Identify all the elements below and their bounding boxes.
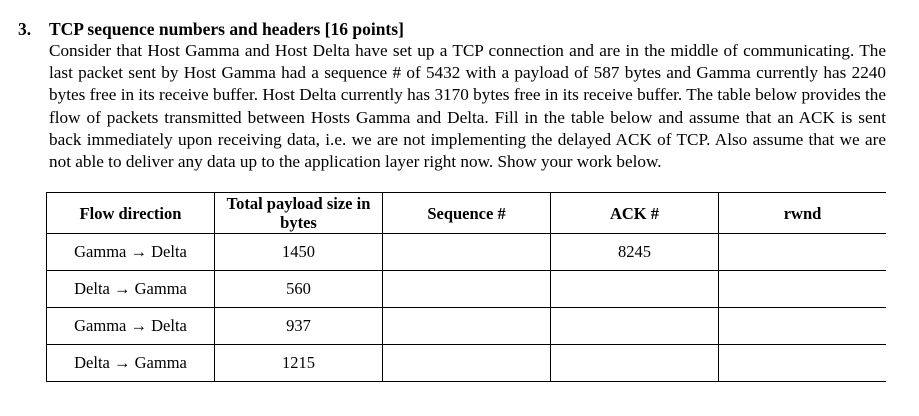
cell-sequence[interactable] [383,345,551,382]
cell-ack[interactable] [551,308,719,345]
header-ack: ACK # [551,193,719,234]
table-row [47,234,887,271]
header-payload-size: Total payload size in bytes [215,193,383,234]
packet-table-container [46,192,886,416]
question-heading [18,18,898,40]
table-row [47,271,887,308]
cell-sequence[interactable] [383,308,551,345]
cell-flow: Delta → Gamma [47,271,215,308]
cell-flow: Delta → Gamma [47,345,215,382]
header-flow-direction: Flow direction [47,193,215,234]
cell-payload: 560 [215,271,383,308]
cell-payload: 937 [215,308,383,345]
question-block [18,18,898,173]
cell-flow: Gamma → Delta [47,234,215,271]
table-row [47,308,887,345]
question-body: Consider that Host Gamma and Host Delta have set up a TCP connection and are in the middle of communicating. The last packet sent by Host Gamma had a sequence # of 5432 with a payload of 587 bytes and Gamma currently has 2240 bytes free in its receive buffer. Host Delta currently has 3170 bytes free in its receive buffer. The table below provides the flow of packets transmitted between Hosts Gamma and Delta. Fill in the table below and assume that an ACK is sent back immediately upon receiving data, i.e. we are not implementing the delayed ACK of TCP. Also assume that we are not able to deliver any data up to the application layer right now. Show your work below. [49,41,886,172]
header-rwnd: rwnd [719,193,887,234]
table-header-row [47,193,887,234]
cell-sequence[interactable] [383,271,551,308]
cell-rwnd[interactable] [719,345,887,382]
cell-flow: Gamma → Delta [47,308,215,345]
table-row [47,345,887,382]
cell-rwnd[interactable] [719,271,887,308]
packet-flow-table [46,192,886,382]
cell-ack[interactable] [551,271,719,308]
cell-rwnd[interactable] [719,234,887,271]
cell-rwnd[interactable] [719,308,887,345]
cell-ack[interactable] [551,345,719,382]
question-number: 3. [18,19,32,39]
cell-payload: 1450 [215,234,383,271]
cell-payload: 1215 [215,345,383,382]
cell-ack[interactable]: 8245 [551,234,719,271]
header-sequence: Sequence # [383,193,551,234]
question-title: TCP sequence numbers and headers [16 points] [49,19,404,39]
cell-sequence[interactable] [383,234,551,271]
